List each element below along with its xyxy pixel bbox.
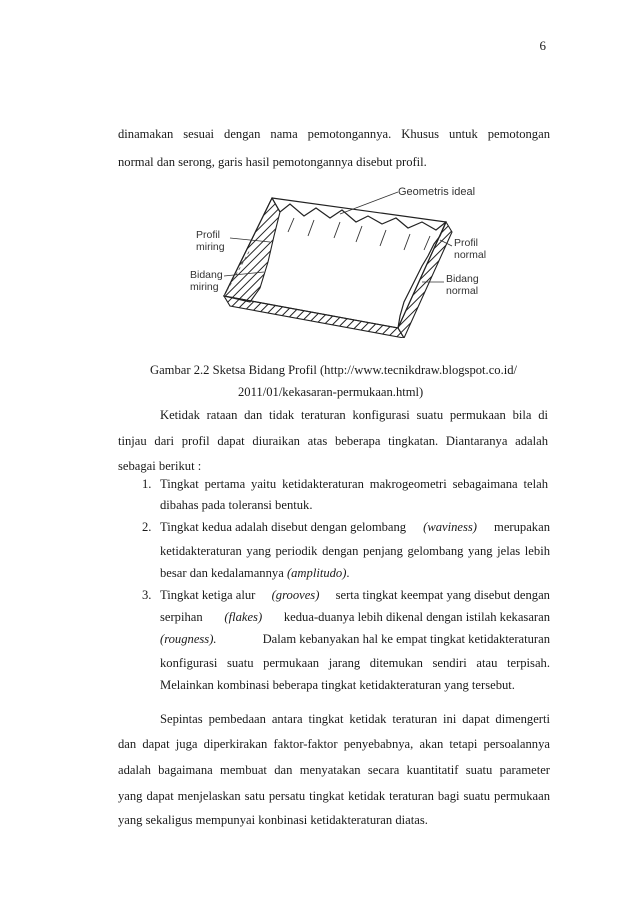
label-bidang-miring-2: miring — [190, 281, 219, 293]
intro-line-1: dinamakan sesuai dengan nama pemotongannya. Khusus untuk pemotongan — [118, 127, 550, 141]
list-item-2-line-3-end: . — [346, 566, 350, 580]
label-bidang-miring-1: Bidang — [190, 269, 223, 281]
list-item-3-line-2 — [160, 610, 550, 625]
list-item-3-line-4: konfigurasi suatu permukaan jarang ditemukan sendiri atau terpisah. — [160, 656, 550, 670]
list-item-3-line-3 — [160, 632, 550, 647]
list-item-3-term-flakes: (flakes) — [224, 610, 263, 624]
list-item-3-line-1 — [160, 588, 550, 603]
profile-sketch-figure — [190, 178, 520, 338]
page-number: 6 — [539, 38, 546, 53]
list-item-2-line-2: ketidakteraturan yang periodik dengan penjang gelombang yang jelas lebih — [160, 544, 550, 558]
list-item-2-term-amplitudo: (amplitudo) — [286, 566, 347, 580]
list-item-3-term-rougness: (rougness). — [160, 632, 217, 646]
figure-caption-line-1: Gambar 2.2 Sketsa Bidang Profil (http://www.tecnikdraw.blogspot.co.id/ — [150, 363, 518, 377]
list-item-2-line-1-text: Tingkat kedua adalah disebut dengan gelombang — [160, 520, 407, 534]
list-item-2-line-3-text: besar dan kedalamannya — [160, 566, 284, 580]
intro-line-2: normal dan serong, garis hasil pemotongannya disebut profil. — [118, 155, 427, 169]
list-item-2-line-1-end: merupakan — [494, 520, 550, 534]
list-item-2-number: 2. — [142, 520, 152, 534]
label-bidang-normal-2: normal — [446, 285, 479, 297]
list-item-2-term-waviness: (waviness) — [423, 520, 478, 534]
para1-line-1: Ketidak rataan dan tidak teraturan konfigurasi suatu permukaan bila di — [160, 408, 548, 422]
label-profil-miring-1: Profil — [196, 229, 220, 241]
list-item-3-term-grooves: (grooves) — [271, 588, 320, 602]
list-item-3-line-2-text: serpihan — [160, 610, 203, 624]
list-item-2-line-3 — [160, 566, 350, 581]
para1-line-2: tinjau dari profil dapat diuraikan atas beberapa tingkatan. Diantaranya adalah — [118, 434, 548, 448]
list-item-1-line-1: Tingkat pertama yaitu ketidakteraturan makrogeometri sebagaimana telah — [160, 477, 548, 491]
list-item-3-line-5: Melainkan kombinasi beberapa tingkat ketidakteraturan yang tersebut. — [160, 678, 515, 692]
figure-caption-line-2: 2011/01/kekasaran-permukaan.html) — [238, 385, 424, 399]
para2-line-4: yang dapat menjelaskan satu persatu tingkat ketidak teraturan bagi suatu permukaan — [118, 789, 550, 803]
list-item-3-line-1-text: Tingkat ketiga alur — [160, 588, 256, 602]
list-item-3-line-3-end: Dalam kebanyakan hal ke empat tingkat ketidakteraturan — [262, 632, 550, 646]
list-item-1-number: 1. — [142, 477, 152, 491]
para2-line-3: adalah bagaimana membuat dan menyatakan secara kuantitatif suatu parameter — [118, 763, 550, 777]
list-item-3-number: 3. — [142, 588, 152, 602]
label-bidang-normal-1: Bidang — [446, 273, 479, 285]
label-profil-normal-1: Profil — [454, 237, 478, 249]
list-item-2-line-1 — [160, 520, 550, 535]
list-item-1-line-2: dibahas pada toleransi bentuk. — [160, 498, 313, 512]
label-geometris-ideal: Geometris ideal — [398, 186, 476, 198]
para2-line-5: yang sekaligus mempunyai konbinasi ketidakteraturan diatas. — [118, 813, 428, 827]
list-item-3-line-1-end: serta tingkat keempat yang disebut dengan — [335, 588, 550, 602]
para1-line-3: sebagai berikut : — [118, 459, 202, 473]
label-profil-normal-2: normal — [454, 249, 487, 261]
label-profil-miring-2: miring — [196, 241, 225, 253]
para2-line-1: Sepintas pembedaan antara tingkat ketidak teraturan ini dapat dimengerti — [160, 712, 550, 726]
para2-line-2: dan dapat juga diperkirakan faktor-faktor penyebabnya, akan tetapi persoalannya — [118, 737, 550, 751]
list-item-3-line-2-end: kedua-duanya lebih dikenal dengan istilah kekasaran — [283, 610, 550, 624]
